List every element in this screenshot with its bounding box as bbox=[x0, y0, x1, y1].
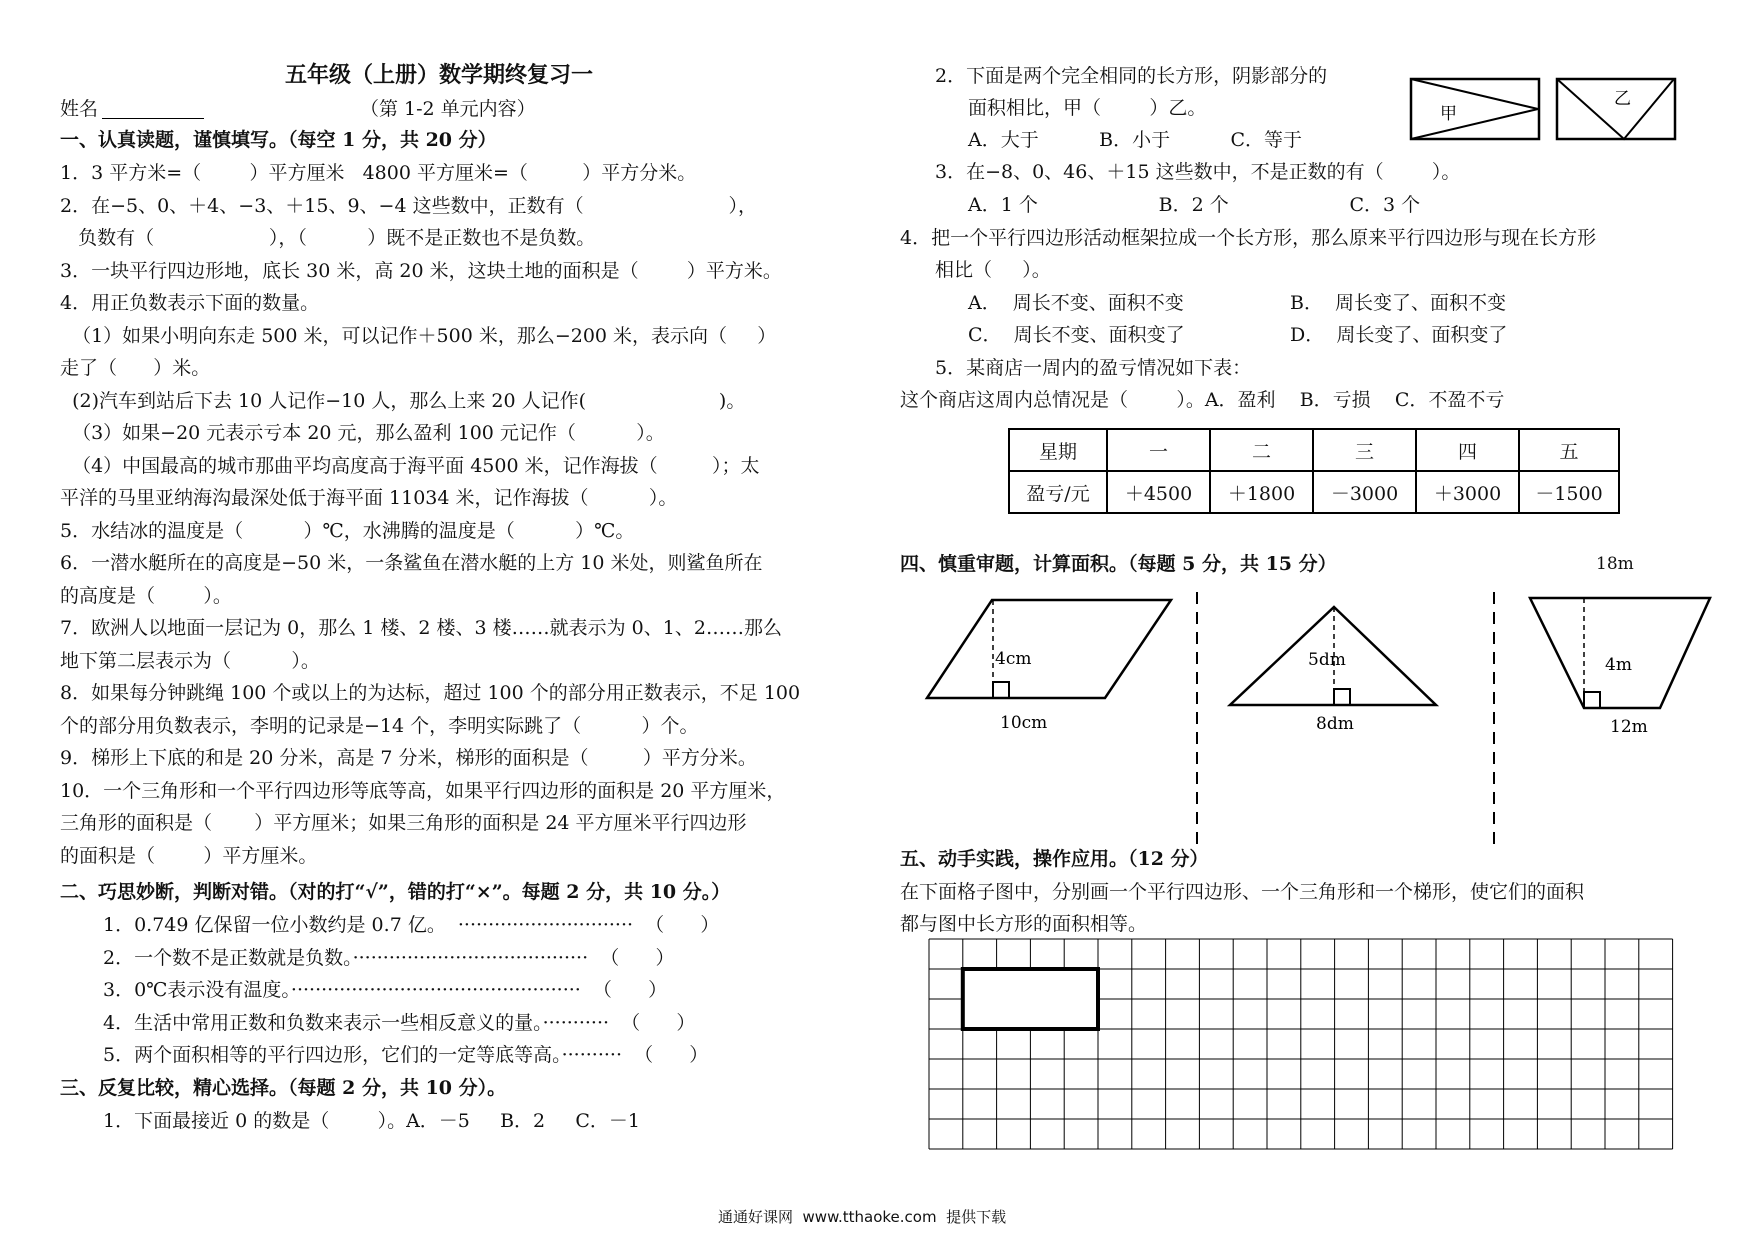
section1-heading: 一、认真读题，谨慎填写。（每空 1 分，共 20 分） bbox=[60, 129, 497, 151]
judge-item: 2．一个数不是正数就是负数。······································· （ ） bbox=[103, 946, 675, 969]
judge-item: 4．生活中常用正数和负数来表示一些相反意义的量。··········· （ ） bbox=[103, 1011, 696, 1034]
trap-height-label: 4m bbox=[1605, 655, 1632, 675]
table-cell: －1500 bbox=[1535, 482, 1603, 505]
table-header-cell: 星期 bbox=[1010, 430, 1108, 470]
trapezoid-top-label: 18m bbox=[1596, 554, 1634, 574]
choice-q4-option-d: D． 周长变了、面积变了 bbox=[1290, 324, 1508, 346]
judge-item: 5．两个面积相等的平行四边形，它们的一定等底等高。·········· （ ） bbox=[103, 1044, 709, 1066]
table-cell: ＋3000 bbox=[1417, 472, 1520, 512]
unit-scope: （第 1-2 单元内容） bbox=[360, 98, 536, 120]
reference-rectangle bbox=[963, 969, 1098, 1029]
section1-line: （1）如果小明向东走 500 米，可以记作＋500 米，那么−200 米，表示向（ ） bbox=[60, 324, 777, 347]
triangle-figure bbox=[1228, 605, 1448, 740]
table-cell: ＋4500 bbox=[1108, 472, 1211, 512]
label-yi: 乙 bbox=[1614, 89, 1631, 109]
table-header-cell: 三 bbox=[1314, 430, 1417, 470]
section5-instruction-2: 都与图中长方形的面积相等。 bbox=[900, 913, 1148, 935]
section1-line: (2)汽车到站后下去 10 人记作−10 人，那么上来 20 人记作( )。 bbox=[60, 389, 746, 412]
table-cell: ＋1800 bbox=[1211, 472, 1314, 512]
section1-line: 8．如果每分钟跳绳 100 个或以上的为达标，超过 100 个的部分用正数表示，不足 100 bbox=[60, 682, 801, 704]
section1-line: 地下第二层表示为（ ）。 bbox=[60, 649, 320, 672]
section1-line: 9．梯形上下底的和是 20 分米，高是 7 分米，梯形的面积是（ ）平方分米。 bbox=[60, 747, 757, 769]
section1-line: 10．一个三角形和一个平行四边形等底等高，如果平行四边形的面积是 20 平方厘米， bbox=[60, 779, 786, 802]
table-cell: 盈亏/元 bbox=[1010, 472, 1108, 512]
table-header-cell: 五 bbox=[1559, 440, 1579, 463]
section5-heading: 五、动手实践，操作应用。（12 分） bbox=[900, 848, 1209, 870]
tri-base-label: 8dm bbox=[1316, 714, 1354, 734]
choice-q2-options: A．大于 B．小于 C．等于 bbox=[968, 129, 1303, 151]
section1-line: 5．水结冰的温度是（ ）℃，水沸腾的温度是（ ）℃。 bbox=[60, 519, 635, 542]
para-height-label: 4cm bbox=[995, 649, 1032, 669]
trap-bottom-label: 12m bbox=[1610, 717, 1648, 737]
choice-q5-line1: 5．某商店一周内的盈亏情况如下表： bbox=[935, 357, 1252, 379]
section1-line: 三角形的面积是（ ）平方厘米；如果三角形的面积是 24 平方厘米平行四边形 bbox=[60, 812, 747, 834]
table-header-cell: 二 bbox=[1211, 430, 1314, 470]
section1-line: （3）如果−20 元表示亏本 20 元，那么盈利 100 元记作（ ）。 bbox=[60, 422, 665, 444]
choice-q4-line2: 相比（ ）。 bbox=[935, 259, 1051, 281]
label-jia: 甲 bbox=[1440, 104, 1457, 124]
section4-heading: 四、慎重审题，计算面积。（每题 5 分，共 15 分） bbox=[900, 553, 1337, 575]
choice-q4-option-b: B． 周长变了、面积不变 bbox=[1290, 292, 1507, 314]
choice-q2-line1: 2．下面是两个完全相同的长方形，阴影部分的 bbox=[935, 65, 1328, 87]
section1-line: 4．用正负数表示下面的数量。 bbox=[60, 292, 320, 314]
section5-instruction-1: 在下面格子图中，分别画一个平行四边形、一个三角形和一个梯形，使它们的面积 bbox=[900, 881, 1585, 903]
choice-q4-option-a: A． 周长不变、面积不变 bbox=[968, 292, 1184, 314]
section1-line: 6．一潜水艇所在的高度是−50 米，一条鲨鱼在潜水艇的上方 10 米处，则鲨鱼所在 bbox=[60, 552, 763, 574]
para-base-label: 10cm bbox=[1000, 713, 1048, 733]
drawing-grid[interactable] bbox=[929, 939, 1673, 1151]
section1-line: 平洋的马里亚纳海沟最深处低于海平面 11034 米，记作海拔（ ）。 bbox=[60, 487, 678, 509]
section3-heading: 三、反复比较，精心选择。（每题 2 分，共 10 分）。 bbox=[60, 1077, 507, 1099]
section2-heading: 二、巧思妙断，判断对错。（对的打“√”，错的打“×”。每题 2 分，共 10 分。） bbox=[60, 881, 731, 903]
choice-q3-options: A．1 个 B．2 个 C．3 个 bbox=[968, 194, 1421, 216]
section1-line: 的高度是（ ）。 bbox=[60, 584, 232, 607]
section1-line: 7．欧洲人以地面一层记为 0，那么 1 楼、2 楼、3 楼……就表示为 0、1、2……那么 bbox=[60, 617, 782, 639]
page-title: 五年级（上册）数学期终复习一 bbox=[285, 62, 594, 88]
tri-height-label: 5dm bbox=[1308, 650, 1346, 670]
choice-q1: 1．下面最接近 0 的数是（ ）。A．－5 B．2 C．－1 bbox=[103, 1110, 640, 1132]
choice-q2-line2: 面积相比，甲（ ）乙。 bbox=[968, 97, 1207, 119]
trapezoid-figure bbox=[1528, 596, 1718, 736]
section1-line: 个的部分用负数表示，李明的记录是−14 个，李明实际跳了（ ）个。 bbox=[60, 714, 699, 737]
section1-line: （4）中国最高的城市那曲平均高度高于海平面 4500 米，记作海拔（ ）；太 bbox=[60, 454, 760, 477]
table-header-cell: 四 bbox=[1417, 430, 1520, 470]
section1-line: 1．3 平方米=（ ）平方厘米 4800 平方厘米=（ ）平方分米。 bbox=[60, 162, 697, 184]
judge-item: 1．0.749 亿保留一位小数约是 0.7 亿。 ····························· （ ） bbox=[103, 914, 720, 936]
section1-line: 负数有（ ），（ ）既不是正数也不是负数。 bbox=[60, 227, 596, 249]
judge-item: 3．0℃表示没有温度。················································ （ ） bbox=[103, 979, 668, 1001]
parallelogram-figure bbox=[925, 598, 1185, 738]
choice-q3: 3．在−8、0、46、＋15 这些数中，不是正数的有（ ）。 bbox=[935, 161, 1461, 183]
table-cell: －3000 bbox=[1314, 472, 1417, 512]
section1-line: 3．一块平行四边形地，底长 30 米，高 20 米，这块土地的面积是（ ）平方米。 bbox=[60, 259, 782, 282]
choice-q4-option-c: C． 周长不变、面积变了 bbox=[968, 324, 1185, 346]
choice-q5-line2: 这个商店这周内总情况是（ ）。A．盈利 B．亏损 C．不盈不亏 bbox=[900, 389, 1505, 411]
footer-credit: 通通好课网 www.tthaoke.com 提供下载 bbox=[718, 1208, 1007, 1226]
section1-line: 走了（ ）米。 bbox=[60, 357, 211, 379]
section1-line: 2．在−5、0、＋4、−3、＋15、9、−4 这些数中，正数有（ ）， bbox=[60, 194, 758, 217]
table-header-cell: 一 bbox=[1108, 430, 1211, 470]
choice-q4-line1: 4．把一个平行四边形活动框架拉成一个长方形，那么原来平行四边形与现在长方形 bbox=[900, 227, 1597, 249]
name-label: 姓名 bbox=[60, 98, 99, 120]
section1-line: 的面积是（ ）平方厘米。 bbox=[60, 844, 318, 867]
